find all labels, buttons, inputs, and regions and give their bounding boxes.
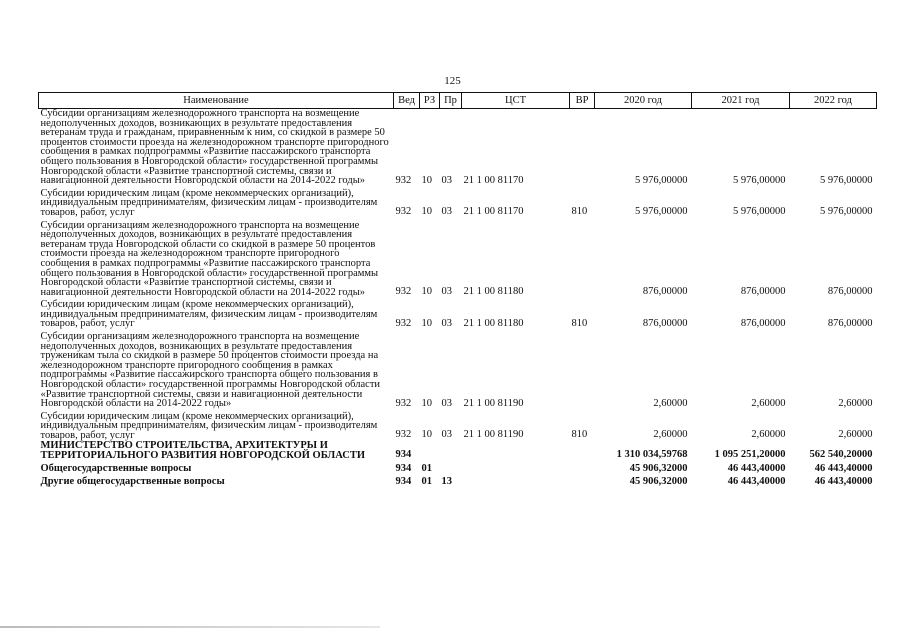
row-name: МИНИСТЕРСТВО СТРОИТЕЛЬСТВА, АРХИТЕКТУРЫ И ТЕРРИТОРИАЛЬНОГО РАЗВИТИЯ НОВГОРОДСКОЙ ОБЛАСТИ bbox=[40, 439, 366, 461]
row-cst bbox=[462, 477, 570, 487]
row-2020: 2,60000 bbox=[653, 397, 688, 409]
row-2022: 2,60000 bbox=[838, 397, 873, 409]
table-row bbox=[39, 332, 877, 409]
row-2020: 5 976,00000 bbox=[635, 174, 688, 186]
header-2020: 2020 год bbox=[595, 93, 692, 109]
row-2020: 45 906,32000 bbox=[629, 475, 688, 487]
row-name: Субсидии организациям железнодорожного транспорта на возмещение недополученных доходов, возникающих в результате предоставления ветеранам труда и гражданам, приравненным к ним, со скидкой в размере 50 процентов стоимости проезда на железнодорожном транспорте пригородного сообщения в рамках подпрограммы «Развитие пассажирского транспорта общего пользования в Новгородской области» государственной программы Новгородской области «Развитие транспортной системы, связи и навигационной деятельности Новгородской области на 2014-2022 годы» bbox=[40, 108, 389, 187]
table-row bbox=[39, 412, 877, 441]
row-name: Субсидии юридическим лицам (кроме некоммерческих организаций), индивидуальным предпринимателям, физическим лицам - производителям товаров, работ, услуг bbox=[40, 299, 378, 330]
row-ved: 932 bbox=[395, 174, 412, 186]
row-name: Субсидии юридическим лицам (кроме некоммерческих организаций), индивидуальным предпринимателям, физическим лицам - производителям товаров, работ, услуг bbox=[40, 410, 378, 441]
row-cst: 21 1 00 81180 bbox=[463, 317, 524, 329]
row-2020: 876,00000 bbox=[642, 286, 688, 298]
row-cst bbox=[462, 464, 570, 474]
row-vr bbox=[570, 221, 595, 298]
row-2022: 876,00000 bbox=[827, 286, 873, 298]
row-name: Субсидии организациям железнодорожного транспорта на возмещение недополученных доходов, возникающих в результате предоставления труженикам тыла со скидкой в размере 50 процентов стоимости проезда на железнодорожном транспорте пригородного сообщения в рамках подпрограммы «Развитие пассажирского транспорта общего пользования в Новгородской области» государственной программы Новгородской области «Развитие транспортной системы, связи и навигационной деятельности Новгородской области на 2014-2022 годы» bbox=[40, 331, 381, 410]
budget-table bbox=[38, 92, 877, 487]
row-vr bbox=[570, 477, 595, 487]
header-ved: Вед bbox=[394, 93, 420, 109]
row-pr: 03 bbox=[441, 286, 452, 298]
row-2021: 46 443,40000 bbox=[727, 475, 786, 487]
header-pr: Пр bbox=[440, 93, 462, 109]
row-ved: 932 bbox=[395, 397, 412, 409]
row-2021: 1 095 251,20000 bbox=[714, 449, 786, 461]
row-rz: 01 bbox=[421, 462, 432, 474]
row-ved: 932 bbox=[395, 317, 412, 329]
scan-artifact-line bbox=[0, 626, 380, 628]
table-row-section bbox=[39, 464, 877, 474]
row-pr: 03 bbox=[441, 317, 452, 329]
table-row bbox=[39, 300, 877, 329]
row-cst: 21 1 00 81190 bbox=[463, 429, 524, 441]
page-number: 125 bbox=[444, 75, 461, 87]
row-2021: 2,60000 bbox=[751, 397, 786, 409]
table-header-row bbox=[39, 93, 877, 109]
row-rz: 10 bbox=[421, 397, 432, 409]
row-cst bbox=[462, 441, 570, 461]
row-vr: 810 bbox=[571, 317, 588, 329]
row-pr: 03 bbox=[441, 206, 452, 218]
row-pr bbox=[440, 441, 462, 461]
row-2021: 876,00000 bbox=[740, 317, 786, 329]
row-rz bbox=[420, 441, 440, 461]
row-pr: 03 bbox=[441, 429, 452, 441]
row-2022: 5 976,00000 bbox=[820, 174, 873, 186]
row-pr bbox=[440, 464, 462, 474]
header-vr: ВР bbox=[570, 93, 595, 109]
table-row-ministry bbox=[39, 441, 877, 461]
row-2022: 876,00000 bbox=[827, 317, 873, 329]
header-name: Наименование bbox=[39, 93, 394, 109]
row-2022: 46 443,40000 bbox=[814, 475, 873, 487]
row-2022: 46 443,40000 bbox=[814, 462, 873, 474]
table-row bbox=[39, 221, 877, 298]
row-2020: 2,60000 bbox=[653, 429, 688, 441]
row-2022: 5 976,00000 bbox=[820, 206, 873, 218]
table-row-subsection bbox=[39, 477, 877, 487]
row-vr bbox=[570, 109, 595, 186]
row-cst: 21 1 00 81170 bbox=[463, 206, 524, 218]
row-name: Субсидии юридическим лицам (кроме некоммерческих организаций), индивидуальным предпринимателям, физическим лицам - производителям товаров, работ, услуг bbox=[40, 187, 378, 218]
row-2020: 5 976,00000 bbox=[635, 206, 688, 218]
row-ved: 932 bbox=[395, 206, 412, 218]
row-2020: 1 310 034,59768 bbox=[616, 449, 688, 461]
row-cst: 21 1 00 81180 bbox=[463, 286, 524, 298]
row-2020: 45 906,32000 bbox=[629, 462, 688, 474]
row-2020: 876,00000 bbox=[642, 317, 688, 329]
row-2021: 5 976,00000 bbox=[733, 174, 786, 186]
header-2022: 2022 год bbox=[790, 93, 877, 109]
header-2021: 2021 год bbox=[692, 93, 790, 109]
row-2021: 5 976,00000 bbox=[733, 206, 786, 218]
row-cst: 21 1 00 81170 bbox=[463, 174, 524, 186]
row-rz: 10 bbox=[421, 286, 432, 298]
row-2021: 46 443,40000 bbox=[727, 462, 786, 474]
row-pr: 03 bbox=[441, 397, 452, 409]
row-ved: 934 bbox=[395, 475, 412, 487]
row-vr bbox=[570, 464, 595, 474]
row-pr: 03 bbox=[441, 174, 452, 186]
row-rz: 10 bbox=[421, 174, 432, 186]
row-ved: 932 bbox=[395, 286, 412, 298]
row-vr: 810 bbox=[571, 206, 588, 218]
header-cst: ЦСТ bbox=[462, 93, 570, 109]
row-name: Общегосударственные вопросы bbox=[40, 462, 192, 474]
table-row bbox=[39, 189, 877, 218]
row-rz: 10 bbox=[421, 206, 432, 218]
row-ved: 934 bbox=[395, 449, 412, 461]
row-ved: 934 bbox=[395, 462, 412, 474]
row-cst: 21 1 00 81190 bbox=[463, 397, 524, 409]
row-name: Субсидии организациям железнодорожного транспорта на возмещение недополученных доходов, возникающих в результате предоставления ветеранам труда Новгородской области со скидкой в размере 50 процентов стоимости проезда на железнодорожном транспорте пригородного сообщения в рамках подпрограммы «Развитие пассажирского транспорта общего пользования в Новгородской области» государственной программы Новгородской области «Развитие транспортной системы, связи и навигационной деятельности Новгородской области на 2014-2022 годы» bbox=[40, 219, 379, 298]
row-ved: 932 bbox=[395, 429, 412, 441]
row-rz: 01 bbox=[421, 475, 432, 487]
table-row bbox=[39, 109, 877, 186]
row-rz: 10 bbox=[421, 317, 432, 329]
row-2021: 2,60000 bbox=[751, 429, 786, 441]
row-vr bbox=[570, 441, 595, 461]
row-pr: 13 bbox=[441, 475, 452, 487]
row-name: Другие общегосударственные вопросы bbox=[40, 476, 225, 487]
row-2022: 562 540,20000 bbox=[809, 449, 873, 461]
row-rz: 10 bbox=[421, 429, 432, 441]
row-vr bbox=[570, 332, 595, 409]
row-2021: 876,00000 bbox=[740, 286, 786, 298]
row-2022: 2,60000 bbox=[838, 429, 873, 441]
row-vr: 810 bbox=[571, 429, 588, 441]
header-rz: РЗ bbox=[420, 93, 440, 109]
